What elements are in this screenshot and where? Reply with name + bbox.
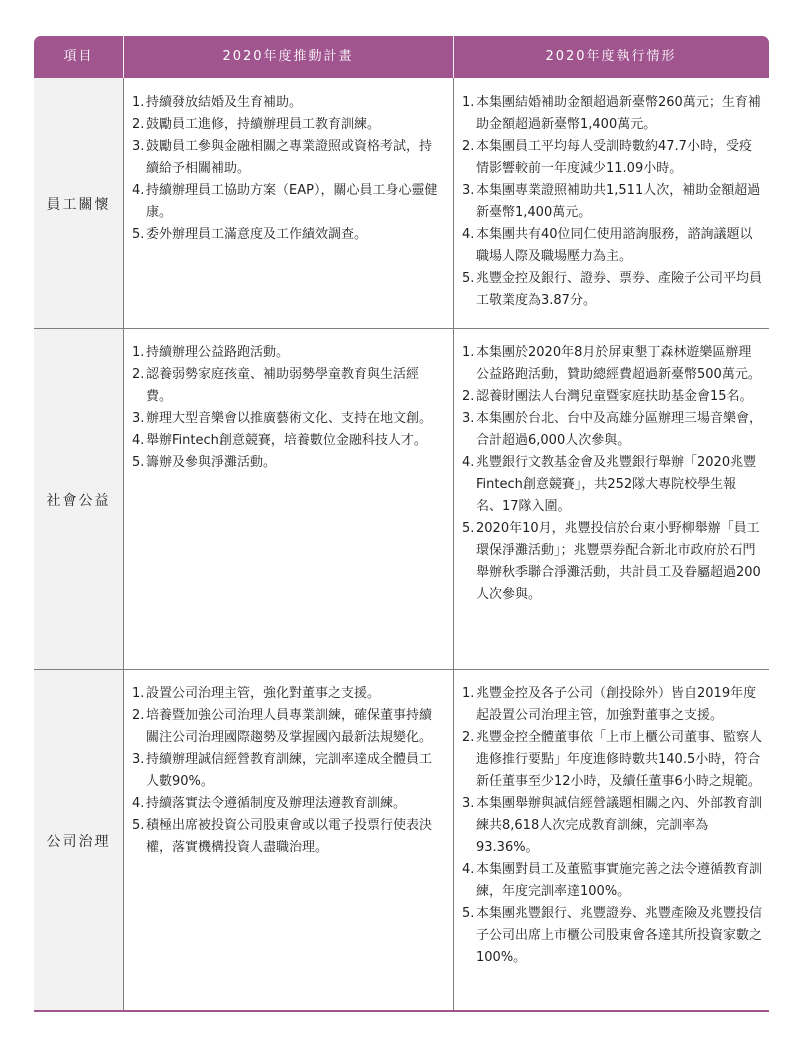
list-item: 3. 鼓勵員工參與金融相關之專業證照或資格考試，持續給予相關補助。: [132, 139, 433, 176]
list-item: 1. 本集團結婚補助金額超過新臺幣260萬元；生育補助金額超過新臺幣1,400萬元。: [462, 95, 761, 132]
list-item: 1. 持續發放結婚及生育補助。: [132, 95, 303, 110]
plan-list: [132, 342, 444, 474]
column-divider: [123, 329, 124, 670]
header-divider: [123, 36, 124, 78]
result-list: [462, 92, 762, 312]
list-item: 5. 2020年10月，兆豐投信於台東小野柳舉辦「員工環保淨灘活動」；兆豐票券配合新北市政府於石門舉辦秋季聯合淨灘活動，共計員工及眷屬超過200人次參與。: [462, 521, 761, 602]
table-row-corporate-governance: [34, 670, 769, 1012]
column-divider: [123, 78, 124, 329]
category-cell: 員工關懷: [34, 78, 123, 329]
plan-list: [132, 683, 444, 859]
table-row-employee-care: [34, 78, 769, 329]
table-bottom-border: [34, 1010, 769, 1012]
header-item: 項目: [63, 49, 94, 64]
list-item: 1. 兆豐金控及各子公司（創投除外）皆自2019年度起設置公司治理主管，加強對董事之支援。: [462, 686, 757, 723]
list-item: 3. 持續辦理誠信經營教育訓練，完訓率達成全體員工人數90%。: [132, 752, 433, 789]
table-row-social-welfare: [34, 329, 769, 670]
list-item: 4. 本集團對員工及董監事實施完善之法令遵循教育訓練，年度完訓率達100%。: [462, 862, 763, 899]
list-item: 1. 設置公司治理主管，強化對董事之支援。: [132, 686, 381, 701]
list-item: 5. 籌辦及參與淨灘活動。: [132, 455, 277, 470]
result-list: [462, 342, 762, 606]
table-header: [34, 36, 769, 78]
list-item: 2. 培養暨加強公司治理人員專業訓練，確保董事持續關注公司治理國際趨勢及掌握國內最新法規變化。: [132, 708, 433, 745]
category-cell: 公司治理: [34, 670, 123, 1012]
list-item: 1. 本集團於2020年8月於屏東墾丁森林遊樂區辦理公益路跑活動，贊助總經費超過新臺幣500萬元。: [462, 345, 761, 382]
list-item: 2. 認養財團法人台灣兒童暨家庭扶助基金會15名。: [462, 389, 753, 404]
header-divider: [453, 36, 454, 78]
list-item: 4. 舉辦Fintech創意競賽，培養數位金融科技人才。: [132, 433, 427, 448]
column-divider: [453, 329, 454, 670]
list-item: 5. 委外辦理員工滿意度及工作績效調查。: [132, 227, 368, 242]
list-item: 5. 積極出席被投資公司股東會或以電子投票行使表決權，落實機構投資人盡職治理。: [132, 818, 433, 855]
plan-list: [132, 92, 444, 246]
list-item: 5. 本集團兆豐銀行、兆豐證券、兆豐產險及兆豐投信子公司出席上市櫃公司股東會各達其所投資家數之100%。: [462, 906, 763, 965]
list-item: 2. 認養弱勢家庭孩童、補助弱勢學童教育與生活經費。: [132, 367, 420, 404]
list-item: 5. 兆豐金控及銀行、證券、票券、產險子公司平均員工敬業度為3.87分。: [462, 271, 763, 308]
list-item: 4. 持續辦理員工協助方案（EAP），關心員工身心靈健康。: [132, 183, 438, 220]
list-item: 4. 兆豐銀行文教基金會及兆豐銀行舉辦「2020兆豐Fintech創意競賽」，共252隊大專院校學生報名、17隊入圍。: [462, 455, 757, 514]
list-item: 3. 本集團專業證照補助共1,511人次，補助金額超過新臺幣1,400萬元。: [462, 183, 761, 220]
header-plan-2020: 2020年度推動計畫: [222, 49, 354, 64]
category-cell: 社會公益: [34, 329, 123, 670]
result-list: [462, 683, 762, 969]
column-divider: [123, 670, 124, 1012]
list-item: 4. 本集團共有40位同仁使用諮詢服務，諮詢議題以職場人際及職場壓力為主。: [462, 227, 753, 264]
column-divider: [453, 670, 454, 1012]
list-item: 3. 本集團舉辦與誠信經營議題相關之內、外部教育訓練共8,618人次完成教育訓練，完訓率為93.36%。: [462, 796, 763, 855]
list-item: 4. 持續落實法令遵循制度及辦理法遵教育訓練。: [132, 796, 407, 811]
list-item: 2. 本集團員工平均每人受訓時數約47.7小時，受疫情影響較前一年度減少11.09小時。: [462, 139, 752, 176]
header-execution-2020: 2020年度執行情形: [545, 49, 677, 64]
list-item: 1. 持續辦理公益路跑活動。: [132, 345, 290, 360]
list-item: 3. 辦理大型音樂會以推廣藝術文化、支持在地文創。: [132, 411, 433, 426]
list-item: 2. 兆豐金控全體董事依「上市上櫃公司董事、監察人進修推行要點」年度進修時數共140.5小時，符合新任董事至少12小時，及續任董事6小時之規範。: [462, 730, 763, 789]
list-item: 2. 鼓勵員工進修，持續辦理員工教育訓練。: [132, 117, 381, 132]
list-item: 3. 本集團於台北、台中及高雄分區辦理三場音樂會，合計超過6,000人次參與。: [462, 411, 763, 448]
column-divider: [453, 78, 454, 329]
